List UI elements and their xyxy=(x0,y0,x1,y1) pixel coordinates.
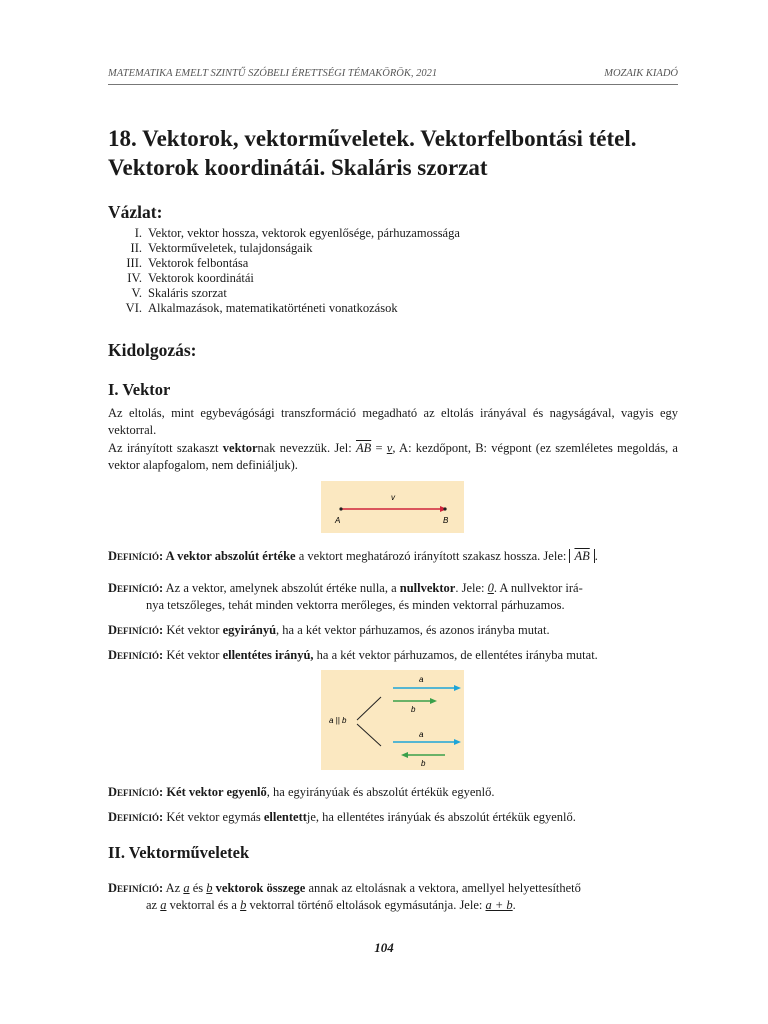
outline-item: II. Vektorműveletek, tulajdonságaik xyxy=(130,241,313,255)
section-2-heading: II. Vektorműveletek xyxy=(108,843,250,862)
label-b-bottom: b xyxy=(421,759,426,768)
title-line-2: Vektorok koordinátái. Skaláris szorzat xyxy=(108,155,488,180)
definition-opposite-vectors: Definíció: Két vektor egymás ellentettje, ha ellentétes irányúak és abszolút értékük egyenlő. xyxy=(108,810,576,824)
section-1-heading: I. Vektor xyxy=(108,380,171,399)
label-b: B xyxy=(443,516,449,525)
arrow-b-top-head xyxy=(430,698,437,704)
outline-item: IV. Vektorok koordinátái xyxy=(127,271,254,285)
label-a-bottom: a xyxy=(419,730,424,739)
outline-item: VI. Alkalmazások, matematikatörténeti vonatkozások xyxy=(125,301,398,315)
point-b xyxy=(443,507,446,510)
label-b-top: b xyxy=(411,705,416,714)
definition-same-direction: Definíció: Két vektor egyirányú, ha a két vektor párhuzamos, és azonos irányba mutat. xyxy=(108,623,550,637)
header-left: MATEMATIKA EMELT SZINTŰ SZÓBELI ÉRETTSÉGI TÉMAKÖRÖK, 2021 xyxy=(108,68,438,79)
outline-item: I. Vektor, vektor hossza, vektorok egyenlősége, párhuzamossága xyxy=(134,226,460,240)
label-a-parallel-b: a || b xyxy=(329,716,347,725)
arrow-a-top-head xyxy=(454,685,461,691)
definition-absolute-value: Definíció: A vektor abszolút értéke a vektort meghatározó irányított szakasz hossza. Jele: $\overline{AB}$ . xyxy=(108,549,598,563)
label-v: v xyxy=(391,493,395,502)
label-a: A xyxy=(335,516,341,525)
branch-lower xyxy=(357,724,381,746)
running-header xyxy=(108,68,678,85)
kidolgozas-heading: Kidolgozás: xyxy=(108,340,197,360)
arrow-b-bottom-head xyxy=(401,752,408,758)
definition-vector-sum: Definíció: Az a és b vektorok összege annak az eltolásnak a vektora, amellyel helyettesíthető az a vektorral és a b vektorral történő eltolások egymásutánja. Jele: a + b. xyxy=(108,881,581,912)
definition-equal-vectors: Definíció: Két vektor egyenlő, ha egyirányúak és abszolút értékük egyenlő. xyxy=(108,785,495,799)
title-line-1: 18. Vektorok, vektorműveletek. Vektorfelbontási tétel. xyxy=(108,126,637,151)
page-title xyxy=(108,124,688,182)
page-number: 104 xyxy=(374,940,394,955)
header-right: MOZAIK KIADÓ xyxy=(604,68,678,79)
label-a-top: a xyxy=(419,675,424,684)
vazlat-heading: Vázlat: xyxy=(108,202,163,222)
point-a xyxy=(339,507,342,510)
outline-list xyxy=(108,226,608,316)
vector-ab-diagram xyxy=(321,481,464,533)
branch-upper xyxy=(357,697,381,720)
arrow-a-bottom-head xyxy=(454,739,461,745)
direction-figure xyxy=(321,670,464,770)
vector-figure xyxy=(321,481,464,533)
section-1-paragraph-1: Az eltolás, mint egybevágósági transzformáció megadható az eltolás irányával és nagyságával, vagyis egy vektorral. xyxy=(108,406,678,437)
definition-opposite-direction: Definíció: Két vektor ellentétes irányú, ha a két vektor párhuzamos, de ellentétes irányba mutat. xyxy=(108,648,598,662)
outline-item: III. Vektorok felbontása xyxy=(126,256,249,270)
outline-item: V. Skaláris szorzat xyxy=(131,286,227,300)
section-1-paragraph-2: Az irányított szakaszt vektornak nevezzük. Jel: $\overline{AB} = v$, A: kezdőpont, B: végpont (ez szemléletes megoldás, a vektor alapfogalom, nem definiáljuk). xyxy=(108,441,678,472)
definition-nullvector: Definíció: Az a vektor, amelynek abszolút értéke nulla, a nullvektor. Jele: 0. A nullvektor irá- nya tetszőleges, tehát minden vektorra merőleges, és minden vektorral párhuzamos. xyxy=(108,581,583,612)
direction-diagram xyxy=(321,670,464,770)
